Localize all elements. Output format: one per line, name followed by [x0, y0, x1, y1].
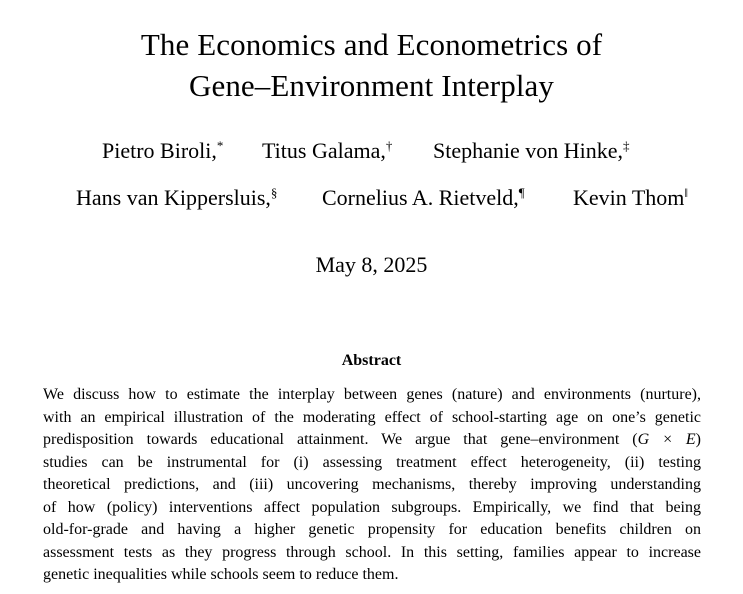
author-footnote-mark[interactable]: § — [270, 185, 278, 200]
title-line-1: The Economics and Econometrics of — [140, 27, 603, 62]
abstract-body — [43, 384, 701, 587]
author-name: Hans van Kippersluis, — [76, 185, 271, 210]
abstract-line-with-math — [43, 429, 701, 452]
abstract-line: assessment tests as they progress through school. In this setting, families appear to increase — [43, 543, 701, 561]
abstract-line: studies can be instrumental for (i) assessing treatment effect heterogeneity, (ii) testing — [43, 453, 701, 471]
author-kevin-thom — [573, 185, 688, 214]
author-titus-galama — [262, 138, 392, 167]
abstract-heading: Abstract — [341, 352, 402, 369]
author-name: Cornelius A. Rietveld, — [322, 185, 519, 210]
author-footnote-mark[interactable]: * — [216, 138, 224, 153]
title-line-2: Gene–Environment Interplay — [188, 68, 554, 103]
author-name: Titus Galama, — [262, 138, 386, 163]
abstract-line: We discuss how to estimate the interplay between genes (nature) and environments (nurture), — [43, 386, 701, 403]
author-name: Stephanie von Hinke, — [433, 138, 624, 163]
abstract-line: old-for-grade and having a higher genetic propensity for education benefits children on — [43, 521, 701, 538]
author-footnote-mark[interactable]: ¶ — [518, 185, 525, 200]
publication-date: May 8, 2025 — [315, 252, 428, 277]
author-hans-van-kippersluis — [76, 185, 277, 214]
gxe-math: G × E — [637, 431, 696, 448]
author-name: Kevin Thom — [573, 185, 685, 210]
abstract-line-text: predisposition towards educational attainment. We argue that gene–environment ( — [43, 431, 638, 448]
abstract-line: with an empirical illustration of the moderating effect of school-starting age on one’s genetic — [43, 408, 701, 426]
gxe-close-paren: ) — [695, 431, 701, 448]
author-stephanie-von-hinke — [433, 138, 630, 167]
author-pietro-biroli — [102, 138, 223, 167]
author-cornelius-rietveld — [322, 185, 525, 214]
abstract-line: of how (policy) interventions affect population subgroups. Empirically, we find that being — [43, 498, 701, 516]
author-name: Pietro Biroli, — [102, 138, 217, 163]
author-footnote-mark[interactable]: ‖ — [684, 185, 689, 200]
author-footnote-mark[interactable]: ‡ — [623, 138, 630, 153]
abstract-line: genetic inequalities while schools seem to reduce them. — [43, 566, 399, 583]
abstract-line: theoretical predictions, and (iii) uncovering mechanisms, thereby improving understanding — [43, 476, 701, 493]
author-footnote-mark[interactable]: † — [385, 138, 393, 153]
